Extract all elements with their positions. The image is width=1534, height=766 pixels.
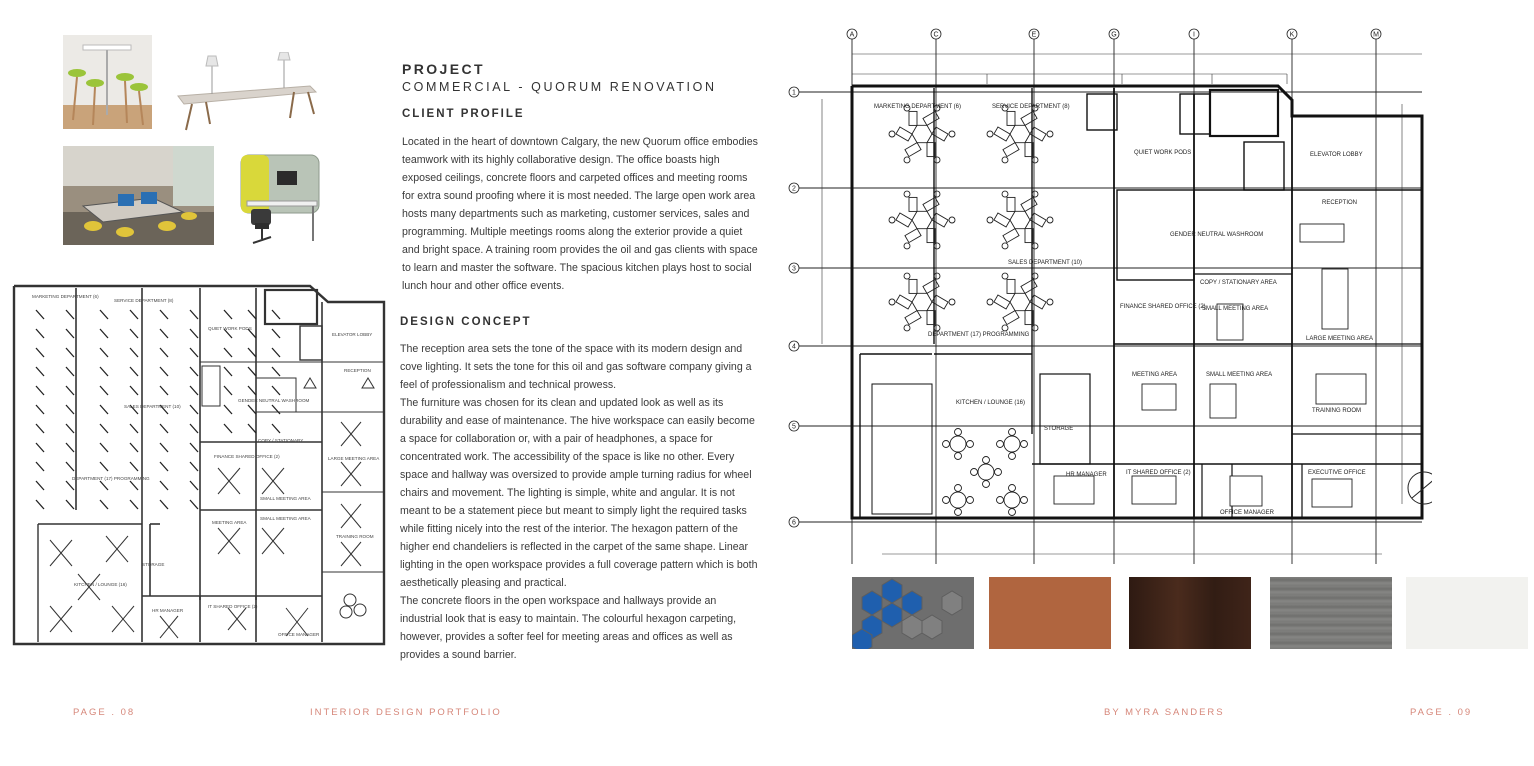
rcp-label-sales: SALES DEPARTMENT (10) <box>124 404 181 409</box>
author-credit: BY MYRA SANDERS <box>1104 707 1225 718</box>
design-paragraph-1: The reception area sets the tone of the space with its modern design and cove lighting. It sets the tone for this oil and gas software company giving a feel of professionalism and technical prowess. <box>400 343 752 391</box>
linear-light <box>130 462 138 471</box>
linear-light <box>36 348 44 357</box>
portfolio-title: INTERIOR DESIGN PORTFOLIO <box>310 707 502 718</box>
grid-bubble-label: 6 <box>792 519 796 527</box>
page-number-right: PAGE . 09 <box>1410 707 1473 718</box>
linear-light <box>66 481 74 490</box>
rcp-label-finance: FINANCE SHARED OFFICE (2) <box>214 454 280 459</box>
kitchen-table <box>997 429 1028 460</box>
fp-label-marketing: MARKETING DEPARTMENT (6) <box>874 104 962 110</box>
fp-label-training: TRAINING ROOM <box>1312 408 1361 414</box>
photo-hive-stools <box>63 35 152 129</box>
linear-light <box>100 405 108 414</box>
grid-bubble-label: 3 <box>792 265 796 273</box>
grid-bubble-label: I <box>1193 31 1195 39</box>
linear-light <box>190 348 198 357</box>
linear-light <box>160 367 168 376</box>
linear-light <box>272 310 280 319</box>
linear-light <box>100 500 108 509</box>
fp-label-elevator: ELEVATOR LOBBY <box>1310 152 1363 158</box>
linear-light <box>272 348 280 357</box>
fp-label-it: IT SHARED OFFICE (2) <box>1126 470 1191 476</box>
linear-light <box>130 386 138 395</box>
project-subtitle: COMMERCIAL - QUORUM RENOVATION <box>402 80 717 94</box>
linear-light <box>36 462 44 471</box>
grid-bubble-label: 4 <box>792 343 796 351</box>
linear-light <box>66 386 74 395</box>
design-concept-text <box>400 340 758 664</box>
fp-label-large-meeting: LARGE MEETING AREA <box>1306 336 1374 342</box>
design-paragraph-2: The furniture was chosen for its clean and updated look as well as its durability and ease of maintenance. The hive workspace can easily become a space for collaboration or, with a pair of headphones, a space for concentrated work. The accessibility of the space is like no other. Every space and hallway was oversized to provide ample turning radius for wheel chairs and movement. The lighting is simple, white and angular. It is not meant to be a statement piece but meant to simply light the required tasks while fitting nicely into the rest of the interior. The hexagon pattern of the higher end chandeliers is reflected in the carpet of the same shape. Linear lighting in the open workspace provides a full coverage pattern which is both aesthetically pleasing and practical. <box>400 397 758 589</box>
rcp-label-storage: STORAGE <box>142 562 165 567</box>
linear-light <box>160 310 168 319</box>
linear-light <box>66 367 74 376</box>
linear-light <box>248 424 256 433</box>
hive-stools-image <box>63 35 152 129</box>
linear-light <box>224 424 232 433</box>
work-pod-image <box>233 151 324 247</box>
swatch-dark-walnut <box>1129 577 1251 649</box>
linear-light <box>248 386 256 395</box>
linear-light <box>36 386 44 395</box>
fp-label-sales: SALES DEPARTMENT (10) <box>1008 260 1083 266</box>
linear-light <box>190 367 198 376</box>
rcp-label-programming: DEPARTMENT (17) PROGRAMMING <box>72 476 150 481</box>
linear-light <box>130 367 138 376</box>
fp-label-copy: COPY / STATIONARY AREA <box>1200 280 1277 286</box>
fp-label-hr: HR MANAGER <box>1066 472 1107 478</box>
grid-bubble-label: 1 <box>792 89 796 97</box>
fp-label-washroom: GENDER NEUTRAL WASHROOM <box>1170 232 1264 238</box>
fp-label-executive: EXECUTIVE OFFICE <box>1308 470 1366 476</box>
linear-light <box>36 405 44 414</box>
swatch-grey-wood <box>1270 577 1392 649</box>
project-heading: PROJECT <box>402 61 485 77</box>
linear-light <box>66 443 74 452</box>
linear-light <box>100 443 108 452</box>
linear-light <box>272 386 280 395</box>
fp-label-reception: RECEPTION <box>1322 200 1358 206</box>
linear-light <box>160 386 168 395</box>
rcp-label-marketing: MARKETING DEPARTMENT (6) <box>32 294 99 299</box>
photo-long-table <box>170 52 320 132</box>
hive-cluster <box>889 273 955 331</box>
linear-light <box>36 310 44 319</box>
linear-light <box>272 329 280 338</box>
rcp-label-kitchen: KITCHEN / LOUNGE (16) <box>74 582 127 587</box>
linear-light <box>100 348 108 357</box>
hive-workstations <box>889 105 1053 331</box>
rcp-label-hr: HR MANAGER <box>152 608 184 613</box>
linear-light <box>190 481 198 490</box>
fp-label-small-meeting-2: SMALL MEETING AREA <box>1206 372 1273 378</box>
linear-light <box>66 500 74 509</box>
linear-light <box>160 481 168 490</box>
linear-light <box>36 329 44 338</box>
linear-light <box>100 329 108 338</box>
linear-light <box>130 500 138 509</box>
linear-light <box>160 462 168 471</box>
client-profile-text: Located in the heart of downtown Calgary, the new Quorum office embodies teamwork with its highly collaborative design. The office boasts high exposed ceilings, concrete floors and carpeted offices and meeting rooms for extra sound proofing where it is most needed. The large open work area hosts many departments such as marketing, customer services, sales and programming. Multiple meetings rooms along the exterior provide a quiet and bright space. A training room provides the oil and gas clients with space to learn and master the software. The spacious kitchen plays host to social lunch hour and other office events. <box>402 136 758 292</box>
grid-bubble-label: E <box>1031 31 1037 39</box>
photo-open-office <box>63 146 214 245</box>
linear-light <box>224 367 232 376</box>
fp-label-service: SERVICE DEPARTMENT (8) <box>992 104 1070 110</box>
rcp-label-service: SERVICE DEPARTMENT (8) <box>114 298 174 303</box>
hive-cluster <box>889 105 955 163</box>
kitchen-table <box>943 485 974 516</box>
linear-light <box>66 329 74 338</box>
fp-label-quiet: QUIET WORK PODS <box>1134 150 1192 156</box>
north-arrow-icon <box>1408 472 1432 504</box>
pendant-fixtures <box>50 422 361 638</box>
linear-light <box>224 348 232 357</box>
linear-light <box>36 424 44 433</box>
kitchen-table <box>943 429 974 460</box>
linear-light <box>100 481 108 490</box>
linear-light <box>100 424 108 433</box>
linear-light <box>36 367 44 376</box>
linear-light <box>160 424 168 433</box>
linear-light <box>224 405 232 414</box>
linear-light <box>272 367 280 376</box>
linear-light <box>100 386 108 395</box>
swatch-hexagon-carpet <box>852 577 974 649</box>
linear-light <box>190 500 198 509</box>
rcp-label-copy: COPY / STATIONARY <box>258 438 304 443</box>
linear-light <box>224 310 232 319</box>
grid-bubble-label: A <box>849 31 855 39</box>
hive-cluster <box>987 191 1053 249</box>
grid-bubble-label: M <box>1373 31 1379 39</box>
linear-light <box>190 424 198 433</box>
open-office-image <box>63 146 214 245</box>
photo-work-pod <box>233 151 324 247</box>
linear-light <box>160 500 168 509</box>
linear-light <box>160 443 168 452</box>
client-profile-heading: CLIENT PROFILE <box>402 108 525 120</box>
linear-light <box>190 386 198 395</box>
hive-cluster <box>987 273 1053 331</box>
linear-light <box>190 310 198 319</box>
fp-label-programming: DEPARTMENT (17) PROGRAMMING <box>928 332 1030 338</box>
swatch-rust-accent <box>989 577 1111 649</box>
hive-cluster <box>987 105 1053 163</box>
linear-light <box>66 424 74 433</box>
linear-light <box>66 405 74 414</box>
fp-label-office-manager: OFFICE MANAGER <box>1220 510 1275 516</box>
design-concept-heading: DESIGN CONCEPT <box>400 316 532 328</box>
rcp-label-elevator: ELEVATOR LOBBY <box>332 332 373 337</box>
long-table-image <box>170 52 320 132</box>
linear-light <box>248 348 256 357</box>
linear-light <box>130 424 138 433</box>
kitchen-tables <box>943 429 1028 516</box>
linear-light <box>36 443 44 452</box>
reflected-ceiling-plan <box>10 282 388 648</box>
rcp-label-it: IT SHARED OFFICE (2) <box>208 604 258 609</box>
linear-light <box>130 348 138 357</box>
kitchen-table <box>997 485 1028 516</box>
linear-light <box>190 405 198 414</box>
kitchen-table <box>971 457 1002 488</box>
rcp-label-training: TRAINING ROOM <box>336 534 374 539</box>
linear-light <box>100 462 108 471</box>
linear-light <box>130 481 138 490</box>
linear-light <box>248 405 256 414</box>
furniture-floor-plan <box>782 24 1432 570</box>
linear-light <box>272 424 280 433</box>
rcp-label-small-meeting-2: SMALL MEETING AREA <box>260 516 311 521</box>
linear-light <box>248 367 256 376</box>
rcp-label-small-meeting-1: SMALL MEETING AREA <box>260 496 311 501</box>
linear-light <box>160 329 168 338</box>
fp-label-storage: STORAGE <box>1044 426 1074 432</box>
grid-bubble-label: 2 <box>792 185 796 193</box>
linear-light <box>100 367 108 376</box>
linear-light <box>130 329 138 338</box>
linear-light <box>160 348 168 357</box>
linear-light <box>66 462 74 471</box>
rcp-label-large-meeting: LARGE MEETING AREA <box>328 456 380 461</box>
hexagon-carpet-image <box>852 577 974 649</box>
linear-light <box>66 348 74 357</box>
linear-light <box>190 462 198 471</box>
grid-bubble-label: G <box>1111 31 1117 39</box>
rcp-label-meeting: MEETING AREA <box>212 520 247 525</box>
grid-bubble-label: C <box>933 31 939 39</box>
linear-light <box>130 443 138 452</box>
linear-light <box>190 329 198 338</box>
linear-light <box>100 310 108 319</box>
fp-label-small-meeting-1: SMALL MEETING AREA <box>1202 306 1269 312</box>
linear-light <box>272 405 280 414</box>
design-paragraph-3: The concrete floors in the open workspace and hallways provide an industrial look that is easy to maintain. The colourful hexagon carpeting, however, provides a softer feel for meeting areas and offices as well as provides a sound barrier. <box>400 595 737 661</box>
hive-cluster <box>889 191 955 249</box>
rcp-label-quiet: QUIET WORK PODS <box>208 326 252 331</box>
grid-bubble-label: 5 <box>792 423 796 431</box>
fp-label-kitchen: KITCHEN / LOUNGE (16) <box>956 400 1026 406</box>
linear-light <box>36 481 44 490</box>
linear-light <box>224 386 232 395</box>
linear-light <box>36 500 44 509</box>
rcp-label-reception: RECEPTION <box>344 368 371 373</box>
linear-light <box>248 310 256 319</box>
fp-label-finance: FINANCE SHARED OFFICE (2) <box>1120 304 1206 310</box>
grid-bubble-label: K <box>1289 31 1295 39</box>
page-number-left: PAGE . 08 <box>73 707 136 718</box>
linear-light <box>190 443 198 452</box>
swatch-white-finish <box>1406 577 1528 649</box>
linear-light <box>130 310 138 319</box>
fp-label-meeting: MEETING AREA <box>1132 372 1178 378</box>
rcp-label-washroom: GENDER NEUTRAL WASHROOM <box>238 398 310 403</box>
linear-light <box>66 310 74 319</box>
rcp-label-office-manager: OFFICE MANAGER <box>278 632 320 637</box>
